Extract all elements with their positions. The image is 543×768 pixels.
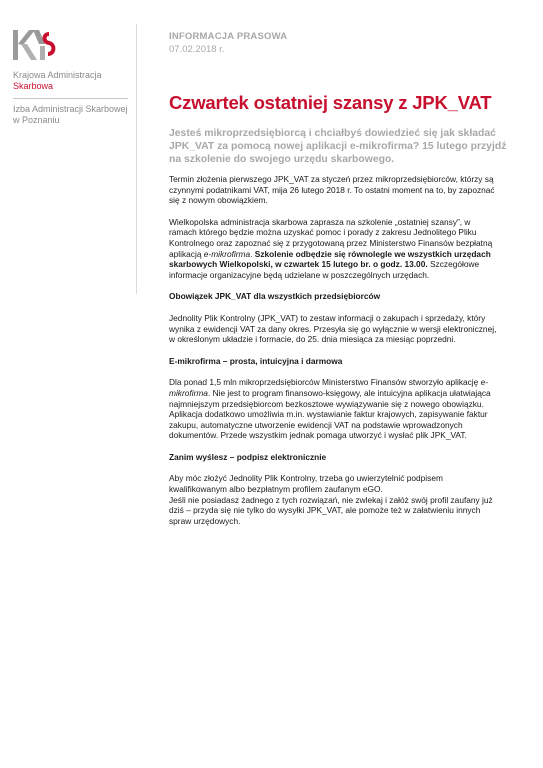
org-name-line2: Skarbowa [13, 81, 54, 91]
emphasis: e-mikrofirma [169, 377, 489, 398]
text-span: Dla ponad 1,5 mln mikroprzedsiębiorców Ministerstwo Finansów stworzyło aplikację [169, 377, 481, 388]
section-heading-emikrofirma: E-mikrofirma – prosta, intuicyjna i darmowa [169, 355, 343, 366]
paragraph-trusted-profile: Jeśli nie posiadasz żadnego z tych rozwiązań, nie zwlekaj i załóż swój profil zaufany już dziś – przyda się nie tylko do wysyłki JPK_VAT, ale pomoże też w załatwieniu innych spraw urzędowych. [169, 494, 493, 526]
paragraph-training [169, 217, 499, 281]
organization-block [13, 70, 138, 126]
paragraph-signature: Aby móc złożyć Jednolity Plik Kontrolny, trzeba go uwierzytelnić podpisem kwalifikowanym albo bezpłatnym profilem zaufanym eGO. [169, 473, 443, 495]
section-heading-signature: Zanim wyślesz – podpisz elektronicznie [169, 451, 327, 462]
section-heading-obligation: Obowiązek JPK_VAT dla wszystkich przedsiębiorców [169, 291, 381, 302]
paragraph-app-features: Aplikacja dodatkowo umożliwia m.in. wystawianie faktur krajowych, zapisywanie faktur zakupu, automatyczne utworzenie ewidencji VAT na podstawie wprowadzonych dokumentów. Przede wszystkim jednak pomaga utworzyć i wysłać plik JPK_VAT. [169, 409, 488, 441]
vertical-divider [136, 24, 137, 294]
text-span: . Nie jest to program finansowo-księgowy, ale intuicyjna aplikacja ułatwiająca najmniejszym przedsiębiorcom bezkosztowe wywiązywanie się z nowego obowiązku. [169, 387, 491, 409]
press-date: 07.02.2018 r. [169, 44, 225, 55]
text-span: . [250, 248, 255, 259]
emphasis: e-mikrofirma [203, 248, 251, 259]
page-title: Czwartek ostatniej szansy z JPK_VAT [169, 92, 492, 113]
text-span: Szczegółowe informacje organizacyjne będą udzielane w poszczególnych urzędach. [169, 259, 480, 280]
paragraph-jpk-definition: Jednolity Plik Kontrolny (JPK_VAT) to zestaw informacji o zakupach i sprzedaży, który wynika z ewidencji VAT za dany okres. Przesyła się go wyłącznie w wersji elektronicznej, w określonym układzie i formacie, do 25. dnia miesiąca za miesiąc poprzedni. [169, 312, 497, 345]
org-name-line1: Krajowa Administracja [13, 70, 102, 80]
unit-name-line2: w Poznaniu [13, 115, 60, 125]
paragraph-app-intro [169, 377, 499, 409]
paragraph-deadline: Termin złożenia pierwszego JPK_VAT za styczeń przez mikroprzedsiębiorców, którzy są czynnymi podatnikami VAT, mija 26 lutego 2018 r. To ostatni moment na to, by zapoznać się z nowym obowiązkiem. [169, 174, 495, 206]
kas-logo [13, 24, 59, 69]
divider [13, 98, 128, 99]
press-label: INFORMACJA PRASOWA [169, 31, 288, 42]
strong-text: Szkolenie odbędzie się równolegle we wszystkich urzędach skarbowych Wielkopolski, w czwartek 15 lutego br. o godz. 13.00. [169, 248, 491, 270]
text-span: Wielkopolska administracja skarbowa zaprasza na szkolenie „ostatniej szansy”, w ramach którego będzie można uzyskać pomoc i porady z zakresu Jednolitego Pliku Kontrolnego oraz zapoznać się z przygotowaną przez Ministerstwo Finansów bezpłatną aplikacją [169, 216, 493, 259]
lead-paragraph: Jesteś mikroprzedsiębiorcą i chciałbyś dowiedzieć się jak składać JPK_VAT za pomocą nowej aplikacji e-mikrofirma? 15 lutego przyjdź na szkolenie do swojego urzędu skarbowego. [169, 128, 507, 165]
kas-logo-mark [13, 24, 59, 64]
document-body [169, 174, 499, 537]
unit-name-line1: Izba Administracji Skarbowej [13, 104, 128, 114]
